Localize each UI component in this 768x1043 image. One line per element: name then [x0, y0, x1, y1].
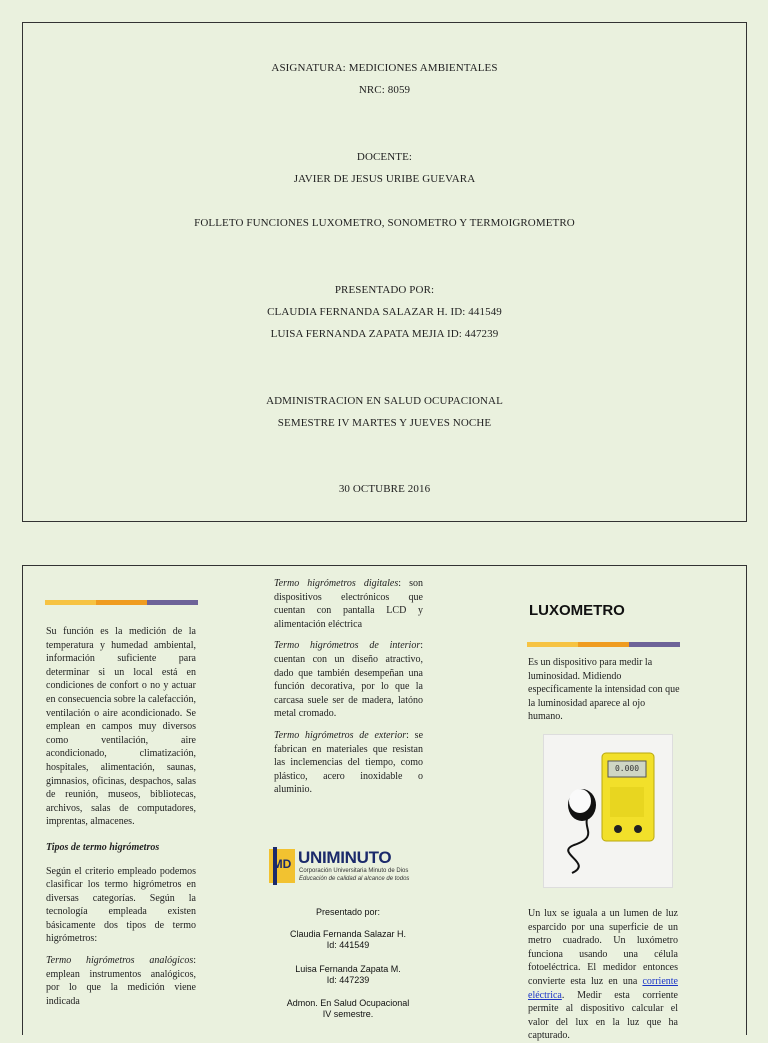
luxometro-desc-text: Es un dispositivo para medir la luminosidad. Midiendo específicamente la intensidad con que la luminosidad aparece al ojo humano.: [528, 657, 680, 723]
luxometro-description: [528, 656, 681, 724]
student-1: CLAUDIA FERNANDA SALAZAR H. ID: 441549: [267, 306, 502, 318]
student-2-name: Luisa Fernanda Zapata M.: [295, 964, 401, 974]
exterior-text: : se fabrican en materiales que resistan las inclemencias del tiempo, como plástico, acero inoxidable o aluminio.: [274, 729, 424, 796]
types-paragraph: Según el criterio empleado podemos clasificar los termo higrómetros en diversas categorías. Según la tecnología empleada existen básicamente dos tipos de termo higrómetros:: [46, 865, 196, 945]
analog-text: : emplean instrumentos analógicos, por lo que la medición viene indicada: [46, 955, 196, 1007]
column-left: [46, 625, 196, 1008]
analog-paragraph: [46, 954, 196, 1008]
types-heading: Tipos de termo higrómetros: [46, 841, 160, 853]
meter-display: 0.000: [614, 764, 640, 773]
presented-by-label: PRESENTADO POR:: [334, 284, 435, 296]
teacher-label: DOCENTE:: [356, 151, 413, 163]
interior-text: : cuentan con un diseño atractivo, dado que también desempeñan una función decorativa, por lo que la carcasa suele ser de madera, latóno metal cromado.: [274, 640, 423, 720]
lux-text-b: . Medir esta corriente permite al dispositivo calcular el valor del lux en la luz que ha capturado.: [528, 989, 678, 1042]
exterior-term: Termo higrómetros de exterior: [274, 729, 407, 741]
logo-mark: MD: [272, 857, 292, 871]
student-2: LUISA FERNANDA ZAPATA MEJIA ID: 447239: [270, 328, 499, 340]
color-bar-right: [527, 642, 680, 647]
subject-line: ASIGNATURA: MEDICIONES AMBIENTALES: [271, 62, 498, 74]
student-1-id: Id: 441549: [326, 940, 370, 950]
program-line: ADMINISTRACION EN SALUD OCUPACIONAL: [266, 395, 503, 407]
date-line: 30 OCTUBRE 2016: [338, 483, 431, 495]
uniminuto-logo: [266, 845, 441, 887]
interior-term: Termo higrómetros de interior: [274, 640, 421, 652]
teacher-name: JAVIER DE JESUS URIBE GUEVARA: [293, 173, 476, 185]
brochure-page: [22, 565, 747, 1042]
logo-subtitle-1: Corporación Universitaria Minuto de Dios: [299, 868, 409, 874]
luxometro-title: LUXOMETRO: [529, 602, 625, 619]
color-bar: [45, 600, 198, 605]
exterior-paragraph: [274, 729, 423, 797]
lux-text-a: Un lux se iguala a un lumen de luz esparcido por una superficie de un metro cuadrado. Un luxómetro funciona usando una célula fotoeléctrica. El medidor entonces convierte esta luz en una: [528, 908, 678, 987]
intro-paragraph: Su función es la medición de la temperatura y humedad ambiental, información suficiente para determinar si un local está en condiciones de confort o no y actuar en consecuencia sobre la calefacción, ventilación o aire acondicionado. Se emplean en campos muy diversos como ventilación, aire acondicionado, climatización, hospitales, alimentación, saunas, gimnasios, oficinas, despachos, salas de reunión, museos, bibliotecas, archivos, salas de computadores, imprentas, almacenes.: [46, 626, 196, 828]
brochure-title: FOLLETO FUNCIONES LUXOMETRO, SONOMETRO Y TERMOIGROMETRO: [194, 217, 575, 229]
interior-paragraph: [274, 639, 423, 721]
presented-by: Presentado por:: [315, 907, 381, 917]
luxometer-icon: [544, 735, 672, 887]
column-middle: [274, 577, 423, 797]
luxometer-photo: [543, 734, 673, 888]
electric-current-link[interactable]: corriente eléctrica: [528, 975, 678, 1001]
logo-subtitle-2: Educación de calidad al alcance de todos: [299, 876, 410, 882]
semester-line: SEMESTRE IV MARTES Y JUEVES NOCHE: [277, 417, 492, 429]
digital-paragraph: [274, 577, 423, 631]
semester-name: IV semestre.: [322, 1009, 374, 1019]
nrc-line: NRC: 8059: [358, 84, 411, 96]
program-name: Admon. En Salud Ocupacional: [286, 998, 410, 1008]
cover-page: [22, 22, 747, 522]
digital-term: Termo higrómetros digitales: [274, 578, 399, 589]
student-2-id: Id: 447239: [326, 975, 370, 985]
digital-text: : son dispositivos electrónicos que cuentan con pantalla LCD y alimentación eléctrica: [274, 578, 423, 630]
analog-term: Termo higrómetros analógicos: [46, 955, 194, 967]
lux-paragraph: [528, 907, 678, 1043]
student-1-name: Claudia Fernanda Salazar H.: [289, 929, 407, 939]
logo-name: UNIMINUTO: [298, 848, 392, 867]
lux-explanation: [528, 907, 678, 1043]
